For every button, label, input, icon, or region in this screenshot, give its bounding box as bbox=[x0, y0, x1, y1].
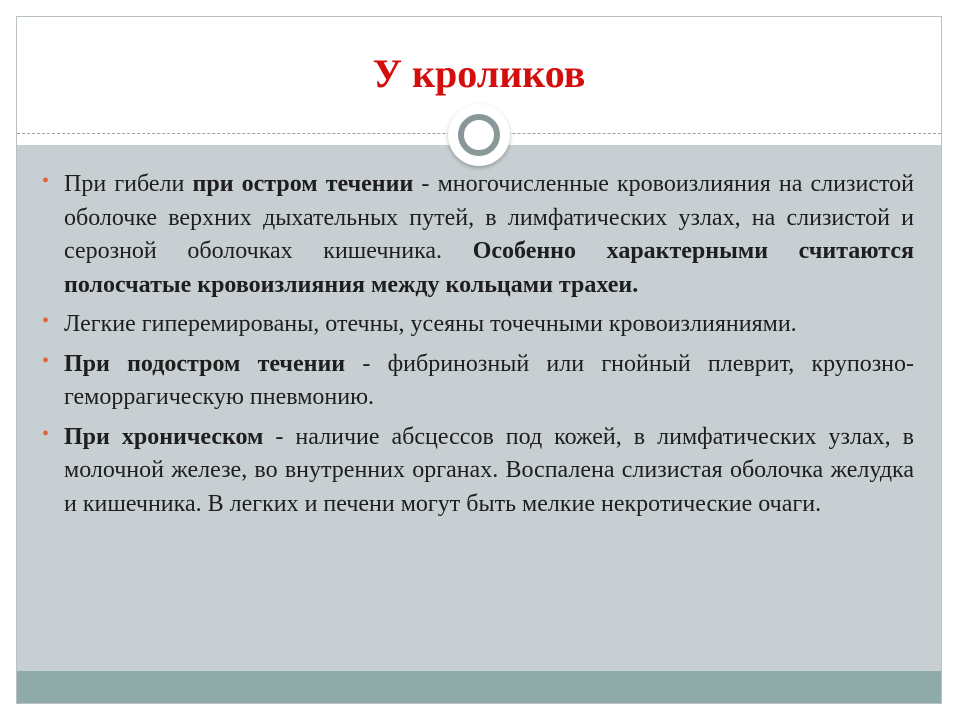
bullet-bold-text: при остром течении bbox=[192, 171, 414, 197]
bullet-bold-text: При хроническом bbox=[64, 423, 264, 450]
bullet-dot-icon: • bbox=[42, 170, 50, 192]
bullet-item-subacute bbox=[42, 348, 914, 415]
bullet-list bbox=[42, 168, 914, 527]
bullet-item-chronic bbox=[42, 421, 914, 522]
bullet-dot-icon: • bbox=[42, 422, 50, 445]
circle-ornament-icon bbox=[448, 104, 510, 166]
bullet-item-lungs bbox=[42, 308, 914, 342]
bullet-text: - многочисленные кровоизлияния на слизистой оболочке верхних дыхательных путей, в лимфатических узлах, на слизистой и серозной оболочках кишечника. bbox=[64, 171, 914, 264]
bullet-text: - фибринозный или гнойный плеврит, крупозно-геморрагическую пневмонию. bbox=[64, 350, 915, 410]
bullet-item-acute bbox=[42, 168, 914, 302]
bullet-dot-icon: • bbox=[42, 310, 50, 332]
bullet-text: При гибели bbox=[64, 171, 193, 197]
bullet-bold-text: При подостром течении bbox=[64, 350, 346, 377]
bullet-dot-icon: • bbox=[42, 349, 50, 372]
bullet-bold-text: Особенно характерными считаются полосчатые кровоизлияния между кольцами трахеи. bbox=[64, 238, 915, 298]
footer-band bbox=[17, 671, 941, 703]
bullet-text: - наличие абсцессов под кожей, в лимфатических узлах, в молочной железе, во внутренних органах. Воспалена слизистая оболочка желудка и кишечника. В легких и печени могут быть мелкие некротические очаги. bbox=[64, 423, 914, 517]
slide-title: У кроликов bbox=[372, 51, 586, 96]
bullet-text: Легкие гиперемированы, отечны, усеяны точечными кровоизлияниями. bbox=[64, 311, 797, 337]
